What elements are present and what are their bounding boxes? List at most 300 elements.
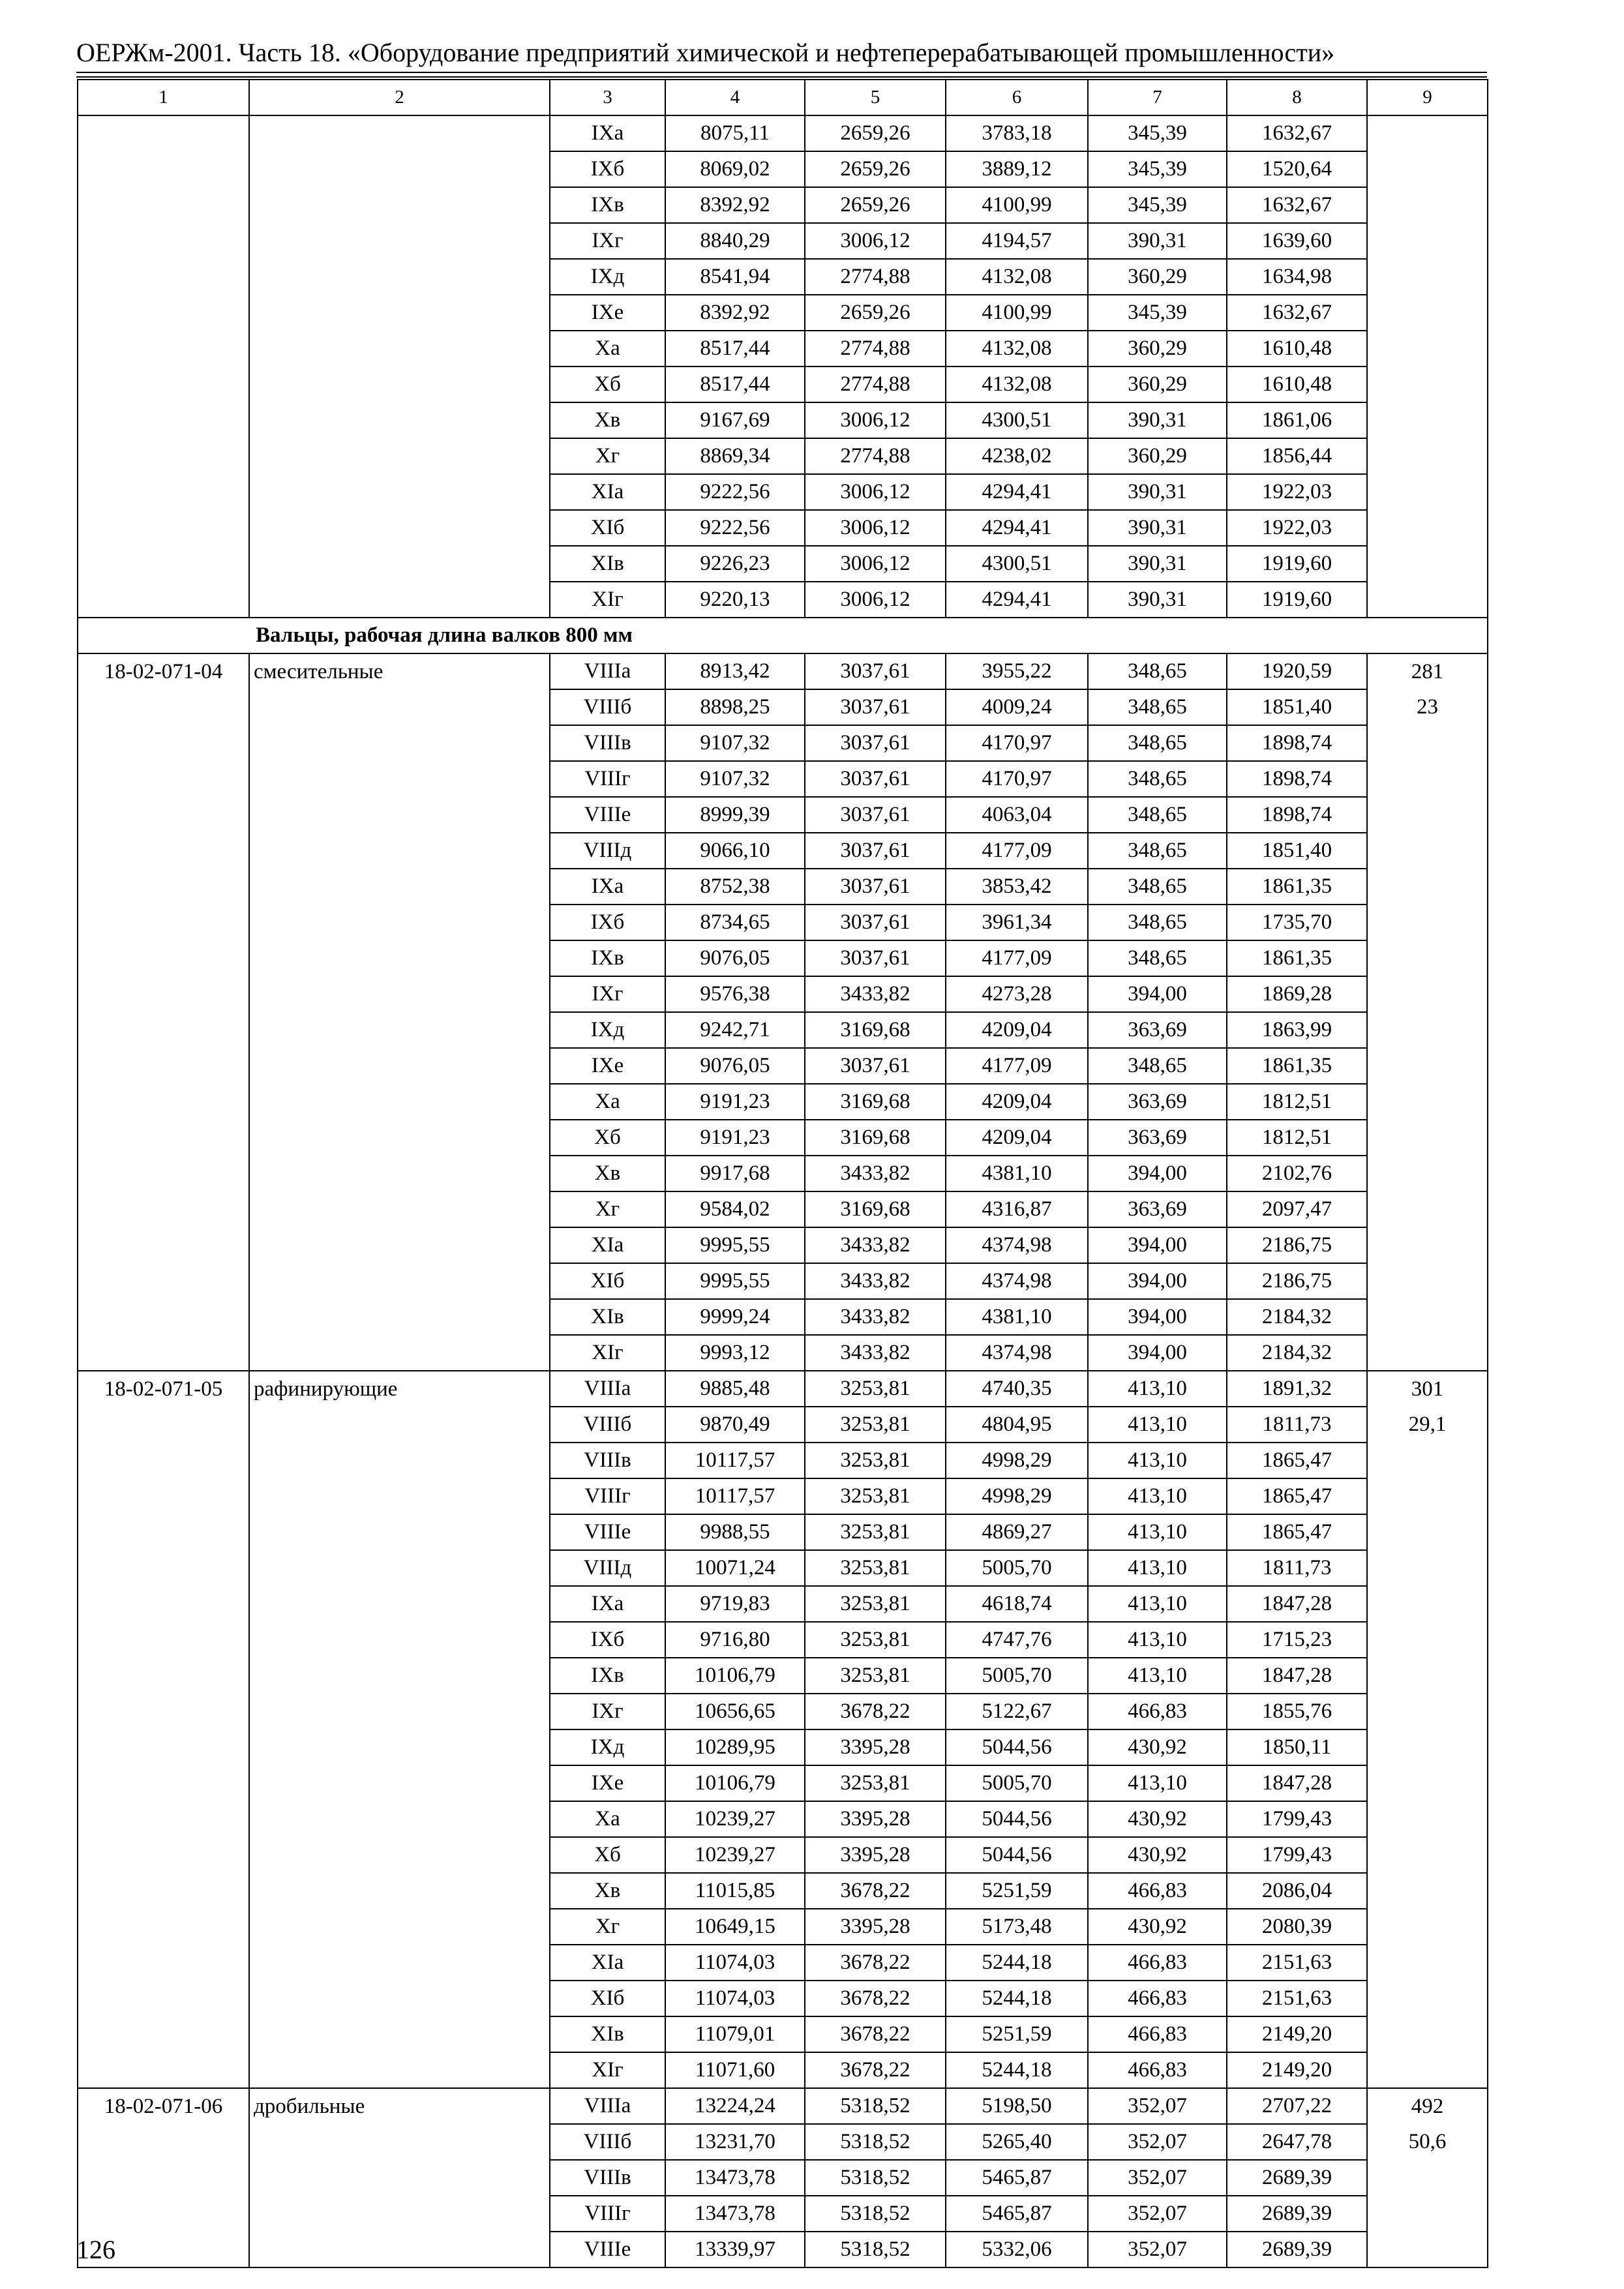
value-cell: 10071,24	[665, 1550, 805, 1586]
region-cell: Xб	[550, 1120, 665, 1156]
extra-value	[1367, 797, 1488, 833]
value-cell: 5318,52	[805, 2124, 946, 2160]
region-cell: VIIIа	[550, 653, 665, 689]
value-cell: 466,83	[1088, 1873, 1227, 1909]
item-name	[249, 1443, 550, 1478]
item-code	[78, 367, 249, 402]
value-cell: 390,31	[1088, 474, 1227, 510]
value-cell: 9993,12	[665, 1335, 805, 1371]
value-cell: 4132,08	[946, 367, 1088, 402]
value-cell: 352,07	[1088, 2088, 1227, 2124]
value-cell: 2774,88	[805, 259, 946, 295]
region-cell: XIг	[550, 2052, 665, 2088]
item-code: 18-02-071-04	[78, 653, 249, 689]
item-code	[78, 2124, 249, 2160]
value-cell: 3433,82	[805, 1335, 946, 1371]
extra-value	[1367, 1478, 1488, 1514]
value-cell: 1851,40	[1227, 833, 1367, 869]
column-header: 1	[78, 80, 249, 115]
item-code	[78, 259, 249, 295]
item-code	[78, 1873, 249, 1909]
item-code	[78, 1586, 249, 1622]
table-row	[78, 761, 1488, 797]
value-cell: 3006,12	[805, 474, 946, 510]
region-cell: VIIIв	[550, 1443, 665, 1478]
extra-value	[1367, 833, 1488, 869]
table-body	[78, 80, 1488, 2267]
value-cell: 5318,52	[805, 2088, 946, 2124]
item-name	[249, 976, 550, 1012]
value-cell: 1919,60	[1227, 546, 1367, 582]
extra-value	[1367, 1299, 1488, 1335]
value-cell: 2080,39	[1227, 1909, 1367, 1945]
value-cell: 4209,04	[946, 1012, 1088, 1048]
page-number: 126	[76, 2235, 115, 2264]
value-cell: 4381,10	[946, 1156, 1088, 1191]
value-cell: 2659,26	[805, 295, 946, 331]
table-row	[78, 1407, 1488, 1443]
value-cell: 3395,28	[805, 1837, 946, 1873]
value-cell: 3253,81	[805, 1658, 946, 1694]
value-cell: 8999,39	[665, 797, 805, 833]
value-cell: 1855,76	[1227, 1694, 1367, 1729]
extra-value	[1367, 402, 1488, 438]
item-name	[249, 725, 550, 761]
item-code	[78, 546, 249, 582]
region-cell: Xа	[550, 1801, 665, 1837]
value-cell: 3955,22	[946, 653, 1088, 689]
item-name	[249, 510, 550, 546]
item-name	[249, 1084, 550, 1120]
value-cell: 466,83	[1088, 1981, 1227, 2016]
table-row	[78, 2052, 1488, 2088]
item-name	[249, 1658, 550, 1694]
region-cell: XIа	[550, 1227, 665, 1263]
value-cell: 11079,01	[665, 2016, 805, 2052]
region-cell: IXг	[550, 1694, 665, 1729]
extra-value	[1367, 2052, 1488, 2088]
extra-value: 492	[1367, 2088, 1488, 2124]
column-header: 9	[1367, 80, 1488, 115]
item-name	[249, 1801, 550, 1837]
value-cell: 13231,70	[665, 2124, 805, 2160]
value-cell: 1847,28	[1227, 1765, 1367, 1801]
extra-value	[1367, 1550, 1488, 1586]
region-cell: XIв	[550, 1299, 665, 1335]
value-cell: 9167,69	[665, 402, 805, 438]
value-cell: 9191,23	[665, 1120, 805, 1156]
extra-value	[1367, 1622, 1488, 1658]
item-name	[249, 331, 550, 367]
value-cell: 3395,28	[805, 1729, 946, 1765]
table-row	[78, 725, 1488, 761]
value-cell: 348,65	[1088, 833, 1227, 869]
extra-value	[1367, 331, 1488, 367]
value-cell: 2149,20	[1227, 2052, 1367, 2088]
item-code	[78, 1084, 249, 1120]
value-cell: 5318,52	[805, 2160, 946, 2196]
item-name	[249, 2124, 550, 2160]
value-cell: 1856,44	[1227, 438, 1367, 474]
value-cell: 4381,10	[946, 1299, 1088, 1335]
value-cell: 8541,94	[665, 259, 805, 295]
column-header: 8	[1227, 80, 1367, 115]
item-code	[78, 1514, 249, 1550]
value-cell: 2102,76	[1227, 1156, 1367, 1191]
value-cell: 363,69	[1088, 1012, 1227, 1048]
item-code	[78, 1443, 249, 1478]
item-code	[78, 474, 249, 510]
value-cell: 3961,34	[946, 905, 1088, 940]
value-cell: 1634,98	[1227, 259, 1367, 295]
column-header-row	[78, 80, 1488, 115]
region-cell: XIг	[550, 582, 665, 618]
value-cell: 1850,11	[1227, 1729, 1367, 1765]
table-row	[78, 1191, 1488, 1227]
item-name	[249, 2232, 550, 2267]
region-cell: VIIIг	[550, 2196, 665, 2232]
value-cell: 5251,59	[946, 1873, 1088, 1909]
item-name	[249, 582, 550, 618]
item-code	[78, 402, 249, 438]
item-code	[78, 797, 249, 833]
table-row	[78, 1765, 1488, 1801]
value-cell: 430,92	[1088, 1801, 1227, 1837]
table-row	[78, 905, 1488, 940]
value-cell: 1610,48	[1227, 331, 1367, 367]
region-cell: Xв	[550, 1156, 665, 1191]
value-cell: 9584,02	[665, 1191, 805, 1227]
item-code	[78, 1048, 249, 1084]
table-row	[78, 187, 1488, 223]
value-cell: 10106,79	[665, 1765, 805, 1801]
extra-value: 23	[1367, 689, 1488, 725]
item-name	[249, 1909, 550, 1945]
region-cell: XIа	[550, 1945, 665, 1981]
extra-value	[1367, 1586, 1488, 1622]
value-cell: 394,00	[1088, 1335, 1227, 1371]
value-cell: 413,10	[1088, 1586, 1227, 1622]
value-cell: 8069,02	[665, 151, 805, 187]
item-code	[78, 869, 249, 905]
table-row	[78, 1945, 1488, 1981]
value-cell: 430,92	[1088, 1837, 1227, 1873]
extra-value	[1367, 1263, 1488, 1299]
extra-value	[1367, 546, 1488, 582]
value-cell: 3678,22	[805, 2052, 946, 2088]
extra-value	[1367, 905, 1488, 940]
region-cell: Xг	[550, 438, 665, 474]
value-cell: 3253,81	[805, 1478, 946, 1514]
value-cell: 8913,42	[665, 653, 805, 689]
value-cell: 9076,05	[665, 940, 805, 976]
table-row	[78, 1478, 1488, 1514]
value-cell: 390,31	[1088, 402, 1227, 438]
region-cell: VIIIб	[550, 689, 665, 725]
extra-value	[1367, 187, 1488, 223]
item-name	[249, 1729, 550, 1765]
value-cell: 348,65	[1088, 869, 1227, 905]
item-code	[78, 1550, 249, 1586]
value-cell: 2097,47	[1227, 1191, 1367, 1227]
extra-value	[1367, 761, 1488, 797]
item-code	[78, 1335, 249, 1371]
value-cell: 1861,35	[1227, 940, 1367, 976]
value-cell: 360,29	[1088, 367, 1227, 402]
value-cell: 3253,81	[805, 1622, 946, 1658]
region-cell: XIб	[550, 1981, 665, 2016]
value-cell: 9716,80	[665, 1622, 805, 1658]
item-name	[249, 2196, 550, 2232]
table-row	[78, 1443, 1488, 1478]
region-cell: VIIIб	[550, 2124, 665, 2160]
item-name	[249, 1945, 550, 1981]
extra-value	[1367, 115, 1488, 151]
value-cell: 413,10	[1088, 1407, 1227, 1443]
item-name	[249, 1765, 550, 1801]
item-name	[249, 1837, 550, 1873]
item-code	[78, 1478, 249, 1514]
value-cell: 8898,25	[665, 689, 805, 725]
region-cell: IXг	[550, 976, 665, 1012]
value-cell: 3395,28	[805, 1909, 946, 1945]
item-name	[249, 1335, 550, 1371]
value-cell: 5044,56	[946, 1837, 1088, 1873]
value-cell: 1919,60	[1227, 582, 1367, 618]
value-cell: 5044,56	[946, 1729, 1088, 1765]
region-cell: IXа	[550, 869, 665, 905]
table-row	[78, 833, 1488, 869]
region-cell: VIIIа	[550, 1371, 665, 1407]
value-cell: 3006,12	[805, 402, 946, 438]
value-cell: 2186,75	[1227, 1263, 1367, 1299]
value-cell: 1610,48	[1227, 367, 1367, 402]
value-cell: 3037,61	[805, 725, 946, 761]
extra-value	[1367, 1084, 1488, 1120]
value-cell: 5173,48	[946, 1909, 1088, 1945]
value-cell: 394,00	[1088, 1299, 1227, 1335]
table-row	[78, 582, 1488, 618]
value-cell: 2774,88	[805, 367, 946, 402]
value-cell: 4804,95	[946, 1407, 1088, 1443]
table-row	[78, 1299, 1488, 1335]
extra-value	[1367, 976, 1488, 1012]
value-cell: 4316,87	[946, 1191, 1088, 1227]
extra-value	[1367, 1873, 1488, 1909]
value-cell: 1632,67	[1227, 187, 1367, 223]
item-name	[249, 1191, 550, 1227]
value-cell: 413,10	[1088, 1514, 1227, 1550]
item-name	[249, 295, 550, 331]
value-cell: 4170,97	[946, 725, 1088, 761]
value-cell: 3037,61	[805, 905, 946, 940]
item-code	[78, 1694, 249, 1729]
item-name	[249, 940, 550, 976]
item-name	[249, 367, 550, 402]
extra-value	[1367, 1981, 1488, 2016]
value-cell: 4294,41	[946, 474, 1088, 510]
value-cell: 2689,39	[1227, 2196, 1367, 2232]
table-row	[78, 653, 1488, 689]
value-cell: 10649,15	[665, 1909, 805, 1945]
item-code	[78, 833, 249, 869]
extra-value	[1367, 259, 1488, 295]
region-cell: Xв	[550, 402, 665, 438]
value-cell: 2659,26	[805, 187, 946, 223]
extra-value	[1367, 367, 1488, 402]
value-cell: 9995,55	[665, 1227, 805, 1263]
item-code	[78, 1263, 249, 1299]
table-row	[78, 1550, 1488, 1586]
item-code	[78, 940, 249, 976]
item-name	[249, 223, 550, 259]
value-cell: 13339,97	[665, 2232, 805, 2267]
region-cell: Xа	[550, 331, 665, 367]
value-cell: 4170,97	[946, 761, 1088, 797]
value-cell: 394,00	[1088, 1156, 1227, 1191]
item-name	[249, 1227, 550, 1263]
region-cell: XIв	[550, 546, 665, 582]
region-cell: Xг	[550, 1909, 665, 1945]
value-cell: 3037,61	[805, 689, 946, 725]
table-row	[78, 2160, 1488, 2196]
item-code	[78, 1765, 249, 1801]
value-cell: 1847,28	[1227, 1586, 1367, 1622]
value-cell: 352,07	[1088, 2160, 1227, 2196]
table-row	[78, 1263, 1488, 1299]
item-code	[78, 2016, 249, 2052]
value-cell: 1847,28	[1227, 1658, 1367, 1694]
value-cell: 2184,32	[1227, 1299, 1367, 1335]
value-cell: 9885,48	[665, 1371, 805, 1407]
value-cell: 4100,99	[946, 187, 1088, 223]
extra-value	[1367, 2196, 1488, 2232]
extra-value	[1367, 1156, 1488, 1191]
item-name	[249, 1048, 550, 1084]
value-cell: 352,07	[1088, 2124, 1227, 2160]
item-code	[78, 331, 249, 367]
value-cell: 3433,82	[805, 1227, 946, 1263]
value-cell: 3006,12	[805, 510, 946, 546]
value-cell: 3678,22	[805, 1945, 946, 1981]
table-row	[78, 1873, 1488, 1909]
item-name	[249, 2160, 550, 2196]
region-cell: IXв	[550, 1658, 665, 1694]
region-cell: Xв	[550, 1873, 665, 1909]
value-cell: 2707,22	[1227, 2088, 1367, 2124]
value-cell: 413,10	[1088, 1765, 1227, 1801]
value-cell: 4194,57	[946, 223, 1088, 259]
value-cell: 3889,12	[946, 151, 1088, 187]
item-name: рафинирующие	[249, 1371, 550, 1407]
extra-value	[1367, 1048, 1488, 1084]
item-code	[78, 1945, 249, 1981]
value-cell: 413,10	[1088, 1658, 1227, 1694]
value-cell: 9995,55	[665, 1263, 805, 1299]
table-row	[78, 2196, 1488, 2232]
region-cell: IXв	[550, 940, 665, 976]
value-cell: 10289,95	[665, 1729, 805, 1765]
value-cell: 8869,34	[665, 438, 805, 474]
item-code	[78, 510, 249, 546]
value-cell: 3037,61	[805, 869, 946, 905]
region-cell: VIIIа	[550, 2088, 665, 2124]
value-cell: 4998,29	[946, 1443, 1088, 1478]
table-row	[78, 223, 1488, 259]
extra-value	[1367, 1909, 1488, 1945]
extra-value	[1367, 1658, 1488, 1694]
item-code	[78, 1622, 249, 1658]
extra-value	[1367, 1191, 1488, 1227]
value-cell: 348,65	[1088, 905, 1227, 940]
table-row	[78, 367, 1488, 402]
value-cell: 4100,99	[946, 295, 1088, 331]
value-cell: 8517,44	[665, 367, 805, 402]
value-cell: 345,39	[1088, 115, 1227, 151]
value-cell: 5244,18	[946, 2052, 1088, 2088]
value-cell: 4132,08	[946, 259, 1088, 295]
value-cell: 3037,61	[805, 833, 946, 869]
region-cell: VIIIв	[550, 2160, 665, 2196]
region-cell: IXе	[550, 1048, 665, 1084]
item-code	[78, 2160, 249, 2196]
price-table	[77, 79, 1488, 2268]
extra-value	[1367, 1765, 1488, 1801]
table-row	[78, 1801, 1488, 1837]
value-cell: 4300,51	[946, 402, 1088, 438]
item-name	[249, 1981, 550, 2016]
value-cell: 10239,27	[665, 1801, 805, 1837]
table-row	[78, 689, 1488, 725]
value-cell: 11074,03	[665, 1981, 805, 2016]
item-name	[249, 1586, 550, 1622]
value-cell: 413,10	[1088, 1550, 1227, 1586]
item-name	[249, 905, 550, 940]
value-cell: 4618,74	[946, 1586, 1088, 1622]
value-cell: 1922,03	[1227, 474, 1367, 510]
extra-value	[1367, 2232, 1488, 2267]
item-name: смесительные	[249, 653, 550, 689]
item-code	[78, 976, 249, 1012]
extra-value	[1367, 1012, 1488, 1048]
item-code	[78, 1407, 249, 1443]
value-cell: 3853,42	[946, 869, 1088, 905]
column-header: 2	[249, 80, 550, 115]
value-cell: 1799,43	[1227, 1837, 1367, 1873]
item-name	[249, 259, 550, 295]
value-cell: 345,39	[1088, 295, 1227, 331]
value-cell: 3783,18	[946, 115, 1088, 151]
item-name	[249, 2052, 550, 2088]
value-cell: 413,10	[1088, 1443, 1227, 1478]
extra-value	[1367, 1837, 1488, 1873]
extra-value	[1367, 1514, 1488, 1550]
page-header-title: ОЕРЖм-2001. Часть 18. «Оборудование предприятий химической и нефтеперерабатывающей промышленности»	[76, 38, 1335, 67]
region-cell: IXг	[550, 223, 665, 259]
extra-value	[1367, 725, 1488, 761]
value-cell: 4009,24	[946, 689, 1088, 725]
item-code	[78, 223, 249, 259]
value-cell: 2151,63	[1227, 1981, 1367, 2016]
value-cell: 5318,52	[805, 2232, 946, 2267]
header-rule	[76, 72, 1487, 73]
value-cell: 1898,74	[1227, 797, 1367, 833]
value-cell: 394,00	[1088, 1227, 1227, 1263]
value-cell: 8392,92	[665, 187, 805, 223]
item-code	[78, 115, 249, 151]
value-cell: 10117,57	[665, 1443, 805, 1478]
item-name	[249, 1120, 550, 1156]
